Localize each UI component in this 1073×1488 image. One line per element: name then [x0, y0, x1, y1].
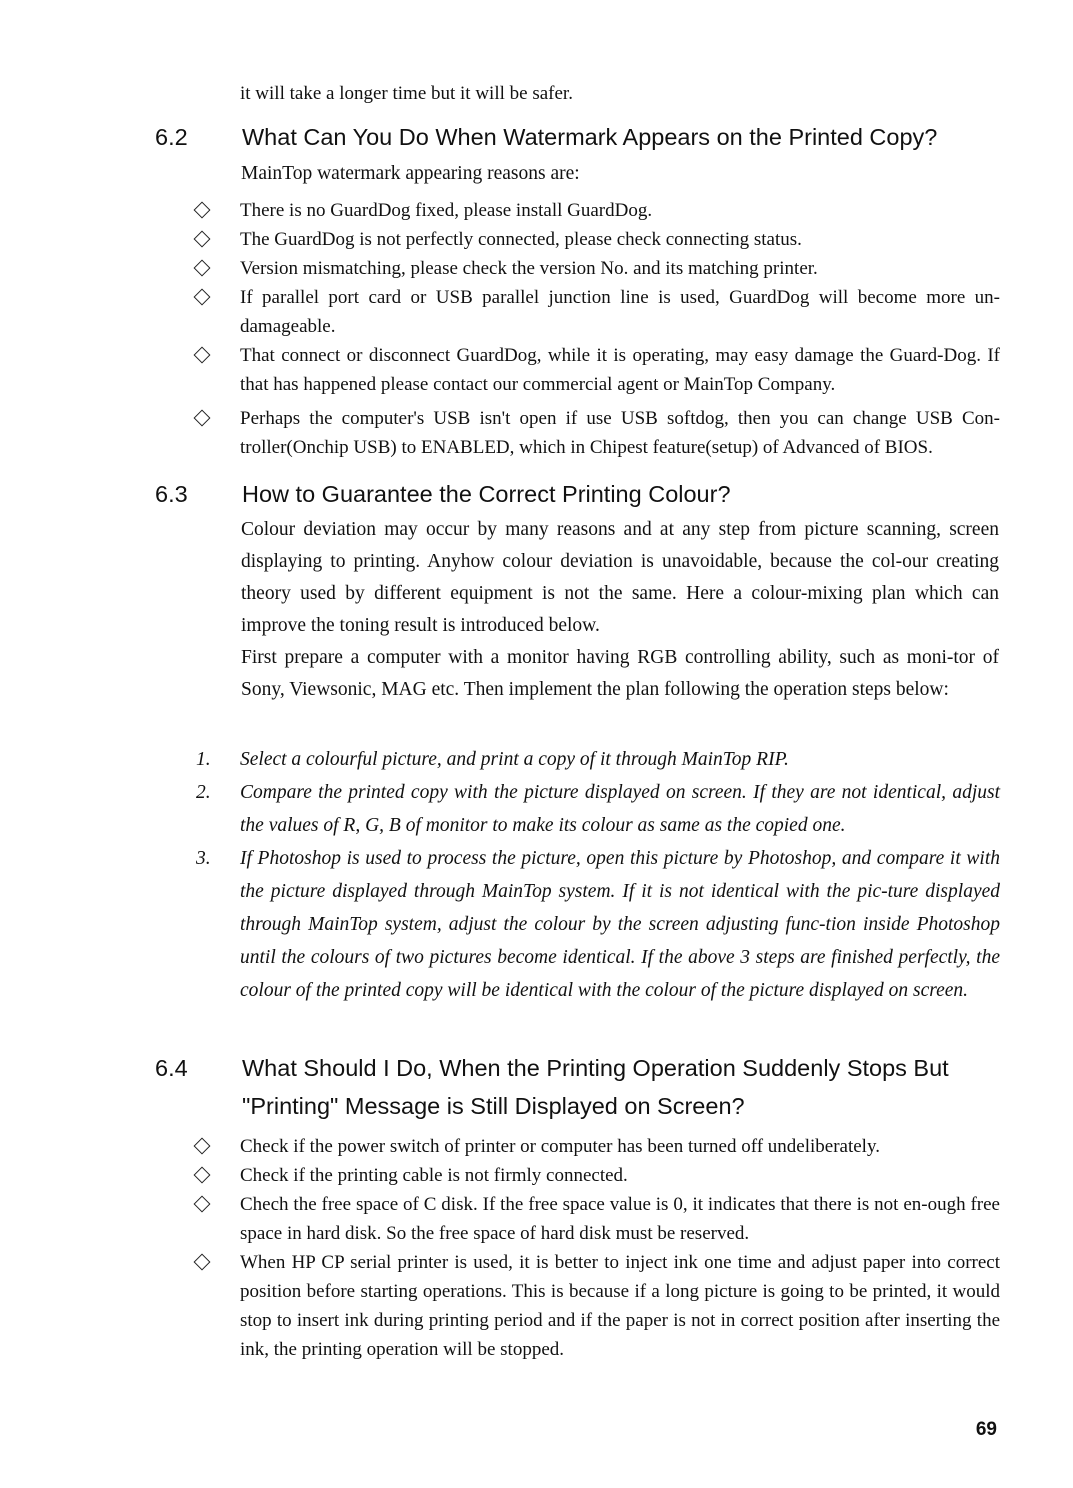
diamond-bullet-icon [194, 1138, 211, 1155]
section-title-continued: "Printing" Message is Still Displayed on Screen? [242, 1093, 745, 1119]
step-number: 3. [196, 848, 211, 869]
list-item: 2. Compare the printed copy with the picture displayed on screen. If they are not identical, adjust the values of R, G, B of monitor to make its colour as same as the copied one. [196, 776, 1000, 842]
section-6-2-bullets [196, 196, 1000, 462]
diamond-bullet-icon [194, 289, 211, 306]
list-item: Check if the power switch of printer or computer has been turned off undeliberately. [196, 1132, 1000, 1161]
list-item: If parallel port card or USB parallel junction line is used, GuardDog will become more un-damageable. [196, 283, 1000, 341]
section-6-4-bullets [196, 1132, 1000, 1364]
section-title: How to Guarantee the Correct Printing Colour? [242, 481, 731, 507]
list-item: Check if the printing cable is not firmly connected. [196, 1161, 1000, 1190]
diamond-bullet-icon [194, 260, 211, 277]
section-number: 6.4 [155, 1055, 188, 1081]
diamond-bullet-icon [194, 347, 211, 364]
list-item: 1. Select a colourful picture, and print a copy of it through MainTop RIP. [196, 743, 1000, 776]
diamond-bullet-icon [194, 231, 211, 248]
diamond-bullet-icon [194, 1254, 211, 1271]
diamond-bullet-icon [194, 202, 211, 219]
list-item: Chech the free space of C disk. If the free space value is 0, it indicates that there is not en-ough free space in hard disk. So the free space of hard disk must be reserved. [196, 1190, 1000, 1248]
list-item: The GuardDog is not perfectly connected, please check connecting status. [196, 225, 1000, 254]
list-item: 3. If Photoshop is used to process the picture, open this picture by Photoshop, and compare it with the picture displayed through MainTop system. If it is not identical with the pic-ture displayed through MainTop system, adjust the colour by the screen adjusting func-tion inside Photoshop until the colours of two pictures become identical. If the above 3 steps are finished perfectly, the colour of the printed copy will be identical with the colour of the picture displayed on screen. [196, 842, 1000, 1007]
section-number: 6.2 [155, 124, 188, 150]
list-item: Perhaps the computer's USB isn't open if use USB softdog, then you can change USB Con-troller(Onchip USB) to ENABLED, which in Chipest feature(setup) of Advanced of BIOS. [196, 404, 1000, 462]
list-item: There is no GuardDog fixed, please install GuardDog. [196, 196, 1000, 225]
section-6-3-paragraph-1: Colour deviation may occur by many reasons and at any step from picture scanning, screen displaying to printing. Anyhow colour deviation is unavoidable, because the col-our creating theory used by different equipment is not the same. Here a colour-mixing plan which can improve the toning result is introduced below. [241, 519, 999, 636]
list-item: Version mismatching, please check the version No. and its matching printer. [196, 254, 1000, 283]
section-number: 6.3 [155, 481, 188, 507]
intro-line: it will take a longer time but it will be safer. [240, 83, 573, 104]
section-title: What Can You Do When Watermark Appears on the Printed Copy? [242, 124, 938, 150]
page-number: 69 [975, 1419, 997, 1440]
step-number: 2. [196, 782, 211, 803]
section-6-3-paragraph-2: First prepare a computer with a monitor having RGB controlling ability, such as moni-tor of Sony, Viewsonic, MAG etc. Then implement the plan following the operation steps below: [241, 647, 999, 700]
diamond-bullet-icon [194, 410, 211, 427]
step-number: 1. [196, 749, 211, 770]
section-title: What Should I Do, When the Printing Operation Suddenly Stops But [242, 1055, 949, 1081]
section-6-3-steps [196, 743, 1000, 1007]
section-6-2-lead: MainTop watermark appearing reasons are: [241, 163, 580, 184]
list-item: That connect or disconnect GuardDog, while it is operating, may easy damage the Guard-Dog. If that has happened please contact our commercial agent or MainTop Company. [196, 341, 1000, 399]
diamond-bullet-icon [194, 1167, 211, 1184]
list-item: When HP CP serial printer is used, it is better to inject ink one time and adjust paper into correct position before starting operations. This is because if a long picture is going to be printed, it would stop to insert ink during printing period and if the paper is not in correct position after inserting the ink, the printing operation will be stopped. [196, 1248, 1000, 1364]
diamond-bullet-icon [194, 1196, 211, 1213]
